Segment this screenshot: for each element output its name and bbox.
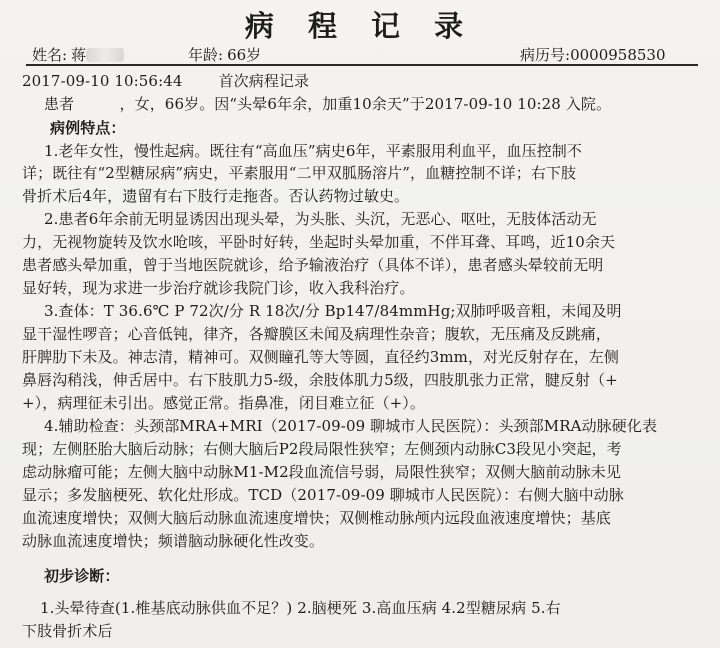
record-type: 首次病程记录	[218, 72, 310, 90]
section-heading-case-features: 病例特点：	[50, 119, 126, 137]
record-line: 患者感头晕加重，曾于当地医院就诊，给予输液治疗（具体不详），患者感头晕较前无明	[22, 256, 604, 274]
age-label: 年龄:	[188, 46, 224, 64]
name-redaction-blur	[86, 48, 124, 62]
record-datetime: 2017-09-10 10:56:44	[22, 72, 183, 90]
record-line: 显干湿性啰音；心音低钝，律齐，各瓣膜区未闻及病理性杂音；腹软，无压痛及反跳痛，	[22, 325, 611, 343]
header-divider	[26, 64, 698, 66]
record-heading	[22, 70, 708, 91]
document-title: 病 程 记 录	[244, 9, 476, 43]
name-value: 蒋	[71, 46, 87, 64]
patient-age-field	[188, 44, 261, 65]
record-line: 显示；多发脑梗死、软化灶形成。TCD（2017-09-09 聊城市人民医院）：右侧大脑中动脉	[22, 486, 624, 504]
diagnosis-line: 下肢骨折术后	[22, 622, 113, 640]
diagnosis-line: 1.头晕待查(1.椎基底动脉供血不足？) 2.脑梗死 3.高血压病 4.2型糖尿病 5.右	[40, 599, 561, 617]
record-line: 现；左侧胚胎大脑后动脉；右侧大脑后P2段局限性狭窄；左侧颈内动脉C3段见小突起，考	[22, 440, 622, 458]
record-line: 力，无视物旋转及饮水呛咳，平卧时好转，坐起时头晕加重，不伴耳聋、耳鸣，近10余天	[22, 233, 616, 251]
record-number-label: 病历号:	[520, 46, 571, 64]
record-line: 虑动脉瘤可能；左侧大脑中动脉M1-M2段血流信号弱，局限性狭窄；双侧大脑前动脉未见	[22, 463, 621, 481]
record-number-value: 0000958530	[570, 46, 666, 64]
record-line: 患者 ，女，66岁。因“头晕6年余，加重10余天”于2017-09-10 10:28 入院。	[44, 95, 612, 113]
record-line: +），病理征未引出。感觉正常。指鼻准，闭目难立征（+）。	[22, 394, 425, 412]
record-line: 动脉血流速度增快；频谱脑动脉硬化性改变。	[22, 532, 325, 550]
record-line: 肝脾肋下未及。神志清，精神可。双侧瞳孔等大等圆，直径约3mm，对光反射存在，左侧	[22, 348, 619, 366]
section-heading-preliminary-diagnosis: 初步诊断：	[44, 567, 120, 585]
record-line: 显好转，现为求进一步治疗就诊我院门诊，收入我科治疗。	[22, 279, 415, 297]
record-line: 鼻唇沟稍浅，伸舌居中。右下肢肌力5-级，余肢体肌力5级，四肢肌张力正常，腱反射（+	[22, 371, 618, 389]
name-label: 姓名:	[32, 46, 68, 64]
record-line: 2.患者6年余前无明显诱因出现头晕，为头胀、头沉，无恶心、呕吐，无肢体活动无	[44, 210, 597, 228]
record-line: 血流速度增快；双侧大脑后动脉血流速度增快；双侧椎动脉颅内远段血液速度增快；基底	[22, 509, 611, 527]
record-line: 详；既往有“2型糖尿病”病史，平素服用“二甲双胍肠溶片”，血糖控制不详；右下肢	[22, 164, 577, 182]
record-line: 4.辅助检查：头颈部MRA+MRI（2017-09-09 聊城市人民医院）：头颈部MRA动脉硬化表	[44, 417, 658, 435]
patient-name-field	[32, 44, 124, 65]
record-number-field	[520, 44, 666, 65]
record-line: 3.查体：T 36.6℃ P 72次/分 R 18次/分 Bp147/84mmHg;双肺呼吸音粗，未闻及明	[44, 302, 622, 320]
age-value: 66岁	[227, 46, 262, 64]
record-line: 骨折术后4年，遗留有右下肢行走拖沓。否认药物过敏史。	[22, 187, 410, 205]
record-line: 1.老年女性，慢性起病。既往有“高血压”病史6年，平素服用利血平，血压控制不	[44, 142, 582, 160]
